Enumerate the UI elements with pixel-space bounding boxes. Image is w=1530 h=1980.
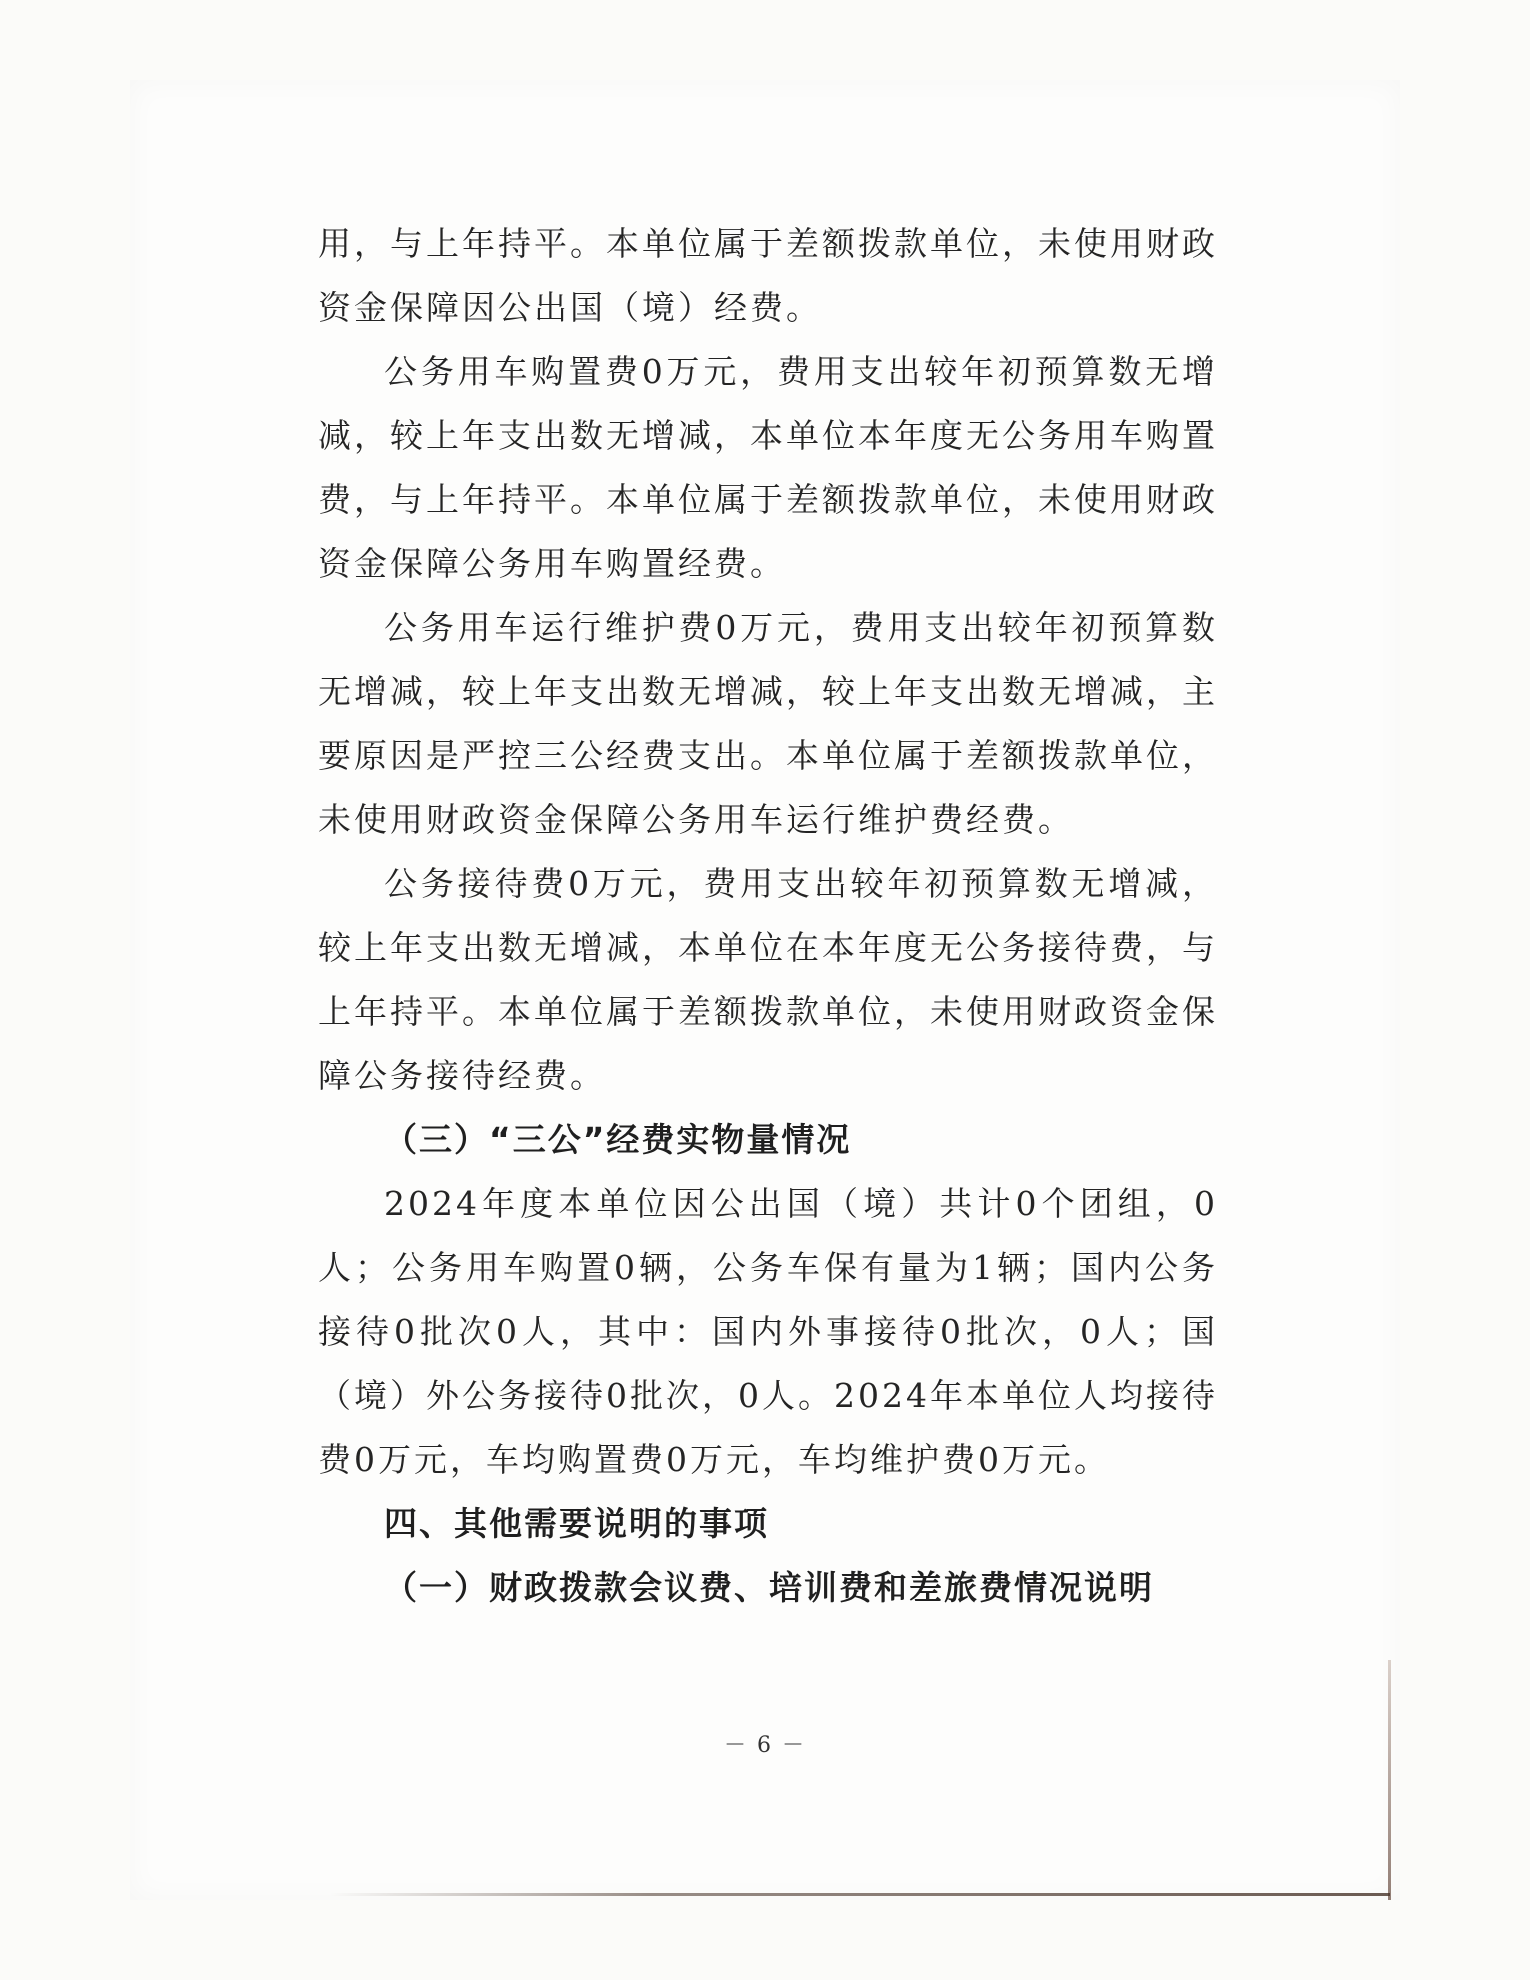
heading-three-public-quantity: （三）“三公”经费实物量情况 [384,1120,852,1159]
heading-section-4: 四、其他需要说明的事项 [384,1504,769,1543]
paragraph-1: 用，与上年持平。本单位属于差额拨款单位，未使用财政资金保障因公出国（境）经费。 [318,224,1218,327]
paragraph-3: 公务用车运行维护费0万元，费用支出较年初预算数无增减，较上年支出数无增减，较上年支出数无增减，主要原因是严控三公经费支出。本单位属于差额拨款单位，未使用财政资金保障公务用车运行维护费经费。 [318,608,1218,839]
paragraph-5: 2024年度本单位因公出国（境）共计0个团组，0人；公务用车购置0辆，公务车保有量为1辆；国内公务接待0批次0人，其中：国内外事接待0批次，0人；国（境）外公务接待0批次，0人。2024年本单位人均接待费0万元，车均购置费0万元，车均维护费0万元。 [318,1184,1218,1479]
scan-edge-right [1388,1660,1391,1900]
paragraph-2: 公务用车购置费0万元，费用支出较年初预算数无增减，较上年支出数无增减，本单位本年度无公务用车购置费，与上年持平。本单位属于差额拨款单位，未使用财政资金保障公务用车购置经费。 [318,352,1218,583]
page-number: － 6 － [724,1733,806,1758]
scan-edge-bottom [330,1893,1390,1896]
heading-sub-1: （一）财政拨款会议费、培训费和差旅费情况说明 [384,1568,1154,1607]
paragraph-4: 公务接待费0万元，费用支出较年初预算数无增减，较上年支出数无增减，本单位在本年度无公务接待费，与上年持平。本单位属于差额拨款单位，未使用财政资金保障公务接待经费。 [318,864,1218,1095]
document-body [318,212,1218,1620]
